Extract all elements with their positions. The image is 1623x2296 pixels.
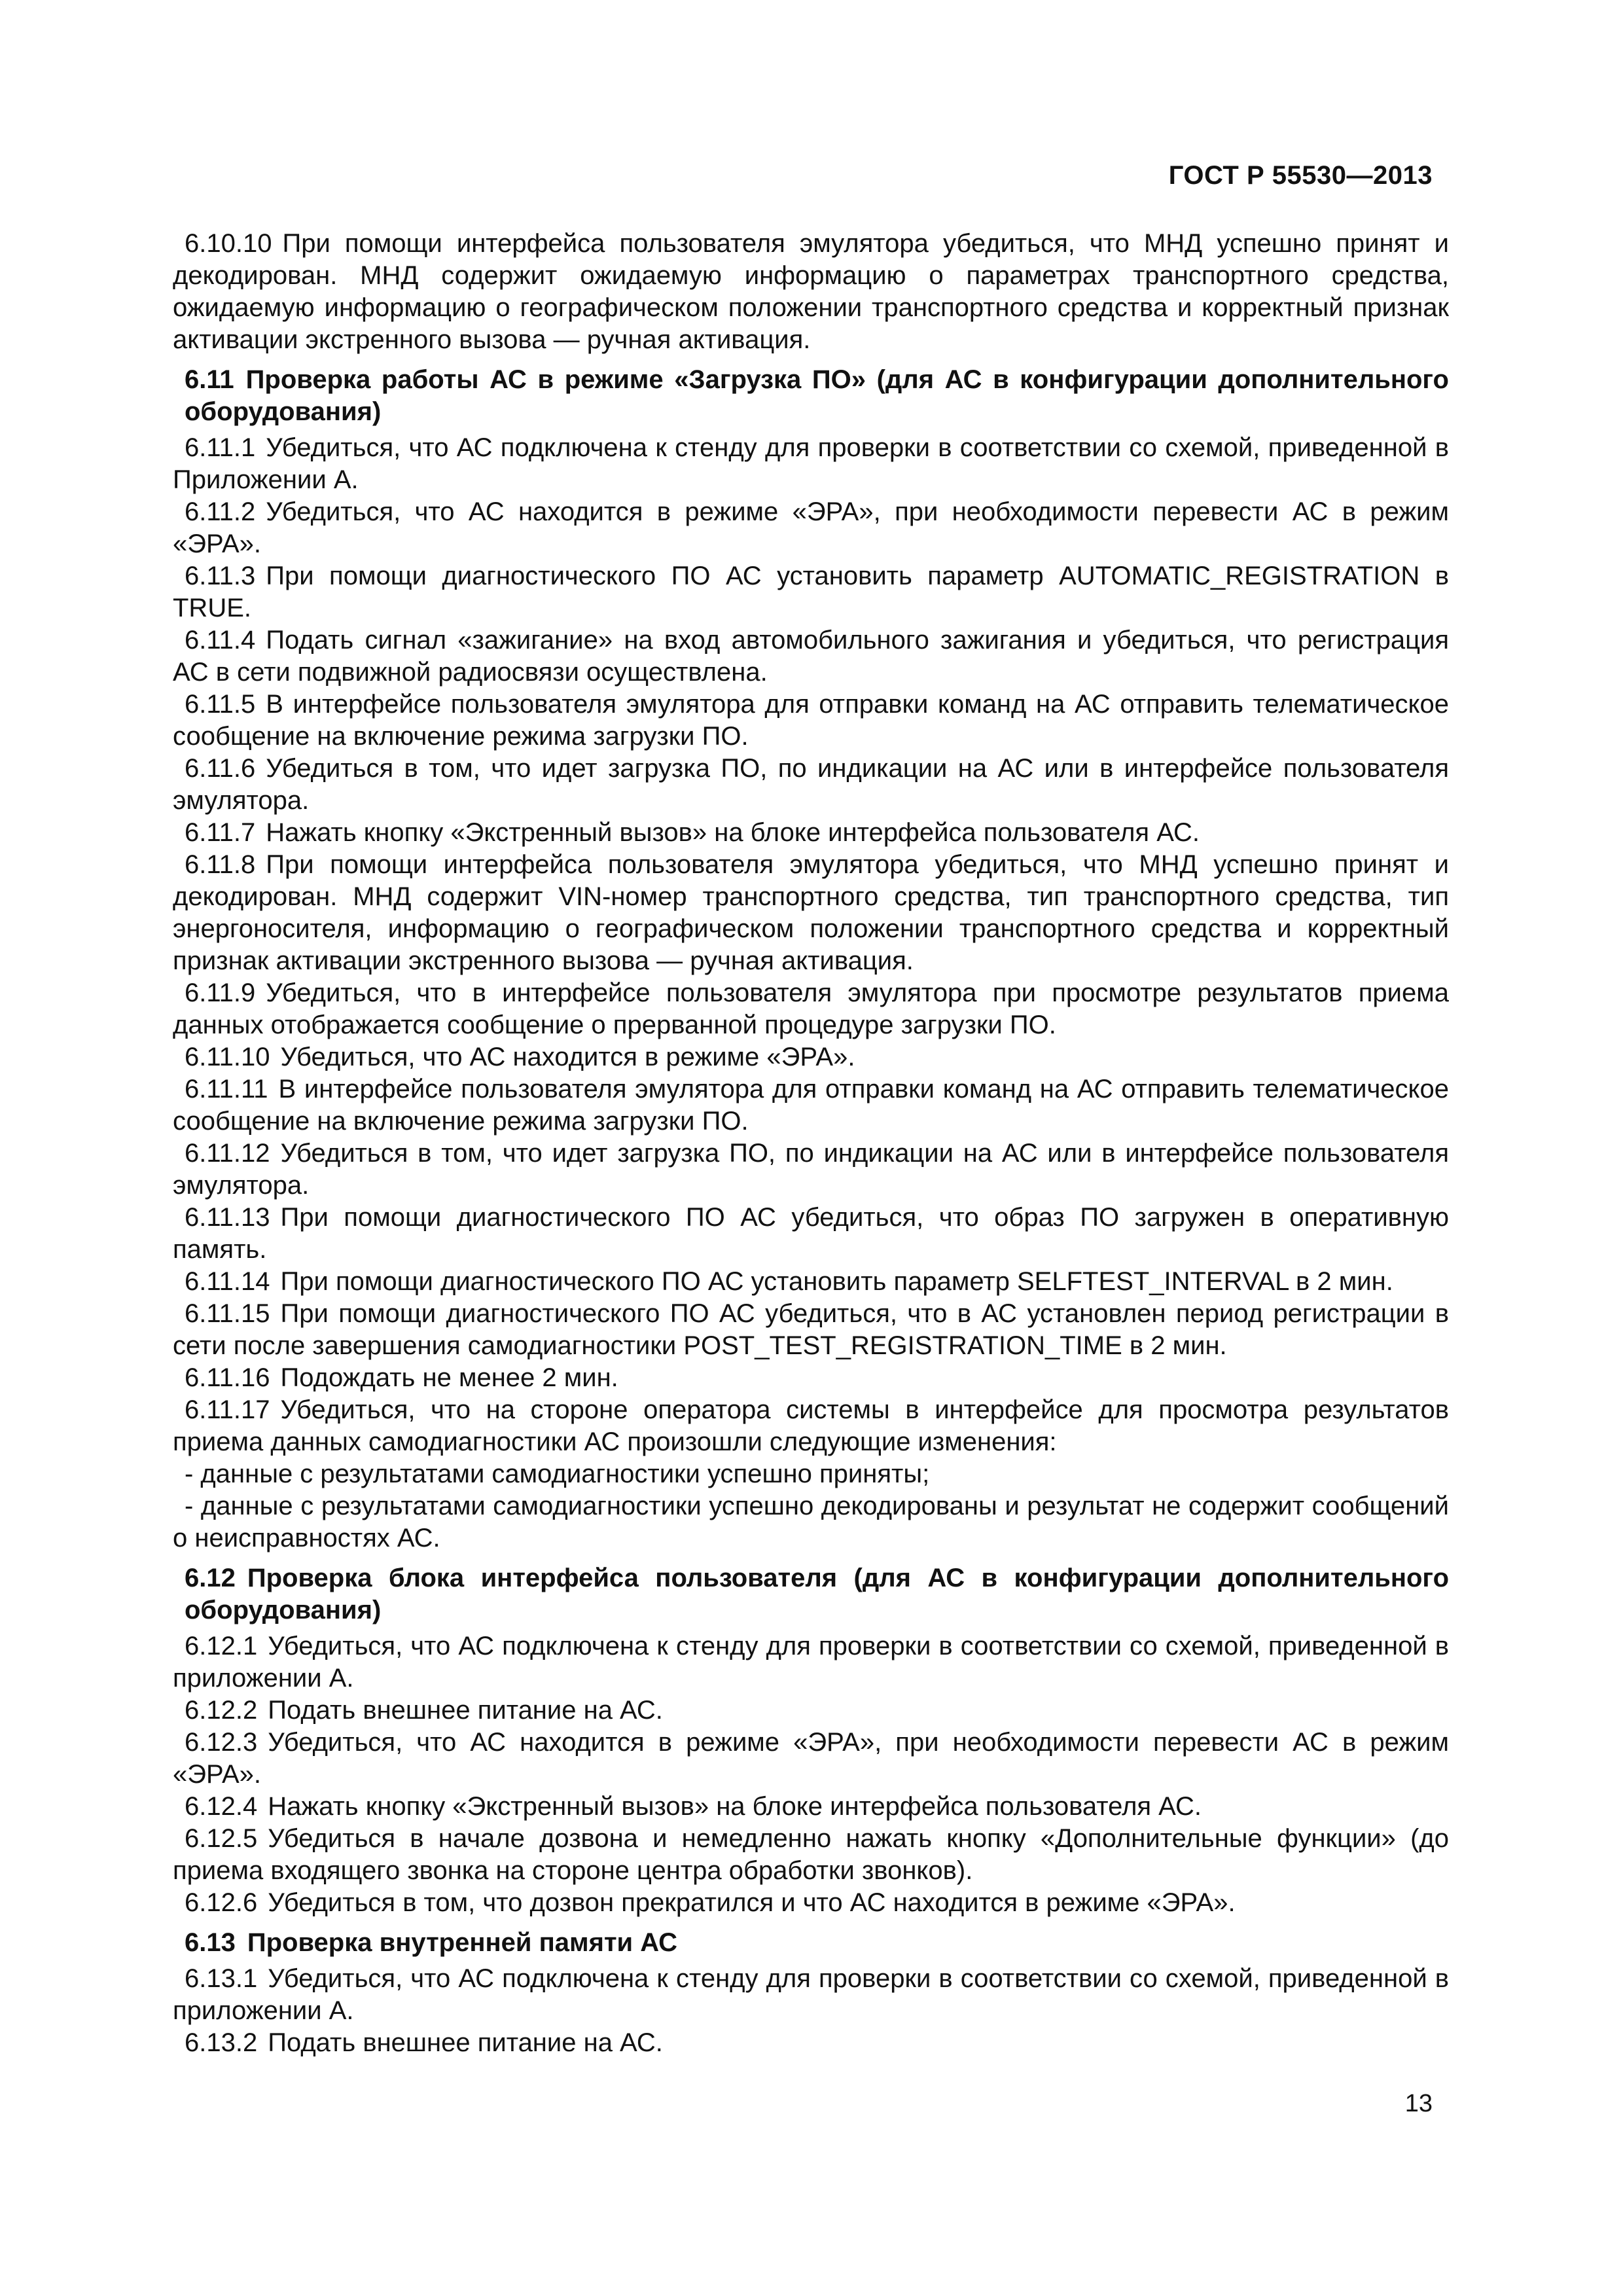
clause-number: 6.11.13 <box>185 1203 270 1232</box>
clause-number: 6.11.8 <box>185 850 256 879</box>
section-title: Проверка работы АС в режиме «Загрузка ПО» (для АС в конфигурации дополнительного оборудования) <box>185 365 1449 426</box>
clause-6-11-5 <box>173 689 1449 753</box>
clause-text: При помощи диагностического ПО АС установить параметр SELFTEST_INTERVAL в 2 мин. <box>280 1267 1393 1296</box>
clause-6-11-13 <box>173 1202 1449 1266</box>
clause-text: Убедиться, что АС находится в режиме «ЭРА». <box>280 1043 855 1071</box>
clause-text: Убедиться в том, что идет загрузка ПО, по индикации на АС или в интерфейсе пользователя эмулятора. <box>173 754 1449 815</box>
clause-6-11-1 <box>173 432 1449 496</box>
clause-text: В интерфейсе пользователя эмулятора для отправки команд на АС отправить телематическое сообщение на включение режима загрузки ПО. <box>173 690 1449 751</box>
section-heading-6-13 <box>185 1927 1449 1959</box>
section-title: Проверка блока интерфейса пользователя (для АС в конфигурации дополнительного оборудования) <box>185 1564 1449 1624</box>
clause-text: Подать внешнее питание на АС. <box>268 2028 663 2057</box>
clause-6-11-12 <box>173 1138 1449 1202</box>
clause-number: 6.11.7 <box>185 818 256 847</box>
clause-6-11-17 <box>173 1394 1449 1458</box>
clause-text: Нажать кнопку «Экстренный вызов» на блоке интерфейса пользователя АС. <box>266 818 1200 847</box>
clause-text: Убедиться, что на стороне оператора системы в интерфейсе для просмотра результатов приема данных самодиагностики АС произошли следующие изменения: <box>173 1395 1449 1456</box>
clause-text: Убедиться в начале дозвона и немедленно нажать кнопку «Дополнительные функции» (до приема входящего звонка на стороне центра обработки звонков). <box>173 1824 1449 1885</box>
list-item: - данные с результатами самодиагностики успешно декодированы и результат не содержит сообщений о неисправностях АС. <box>173 1492 1449 1552</box>
clause-6-11-9 <box>173 977 1449 1041</box>
clause-text: При помощи интерфейса пользователя эмулятора убедиться, что МНД успешно принят и декодирован. МНД содержит ожидаемую информацию о параметрах транспортного средства, ожидаемую информацию о географическом положении транспортного средства и корректный признак активации экстренного вызова — ручная активация. <box>173 229 1449 354</box>
clause-6-12-2 <box>173 1695 1449 1727</box>
clause-6-13-1 <box>173 1963 1449 2027</box>
clause-number: 6.11.3 <box>185 562 256 590</box>
clause-6-10-10 <box>173 228 1449 356</box>
clause-number: 6.11.12 <box>185 1139 270 1168</box>
section-title: Проверка внутренней памяти АС <box>247 1928 678 1957</box>
clause-6-12-4 <box>173 1791 1449 1823</box>
section-heading-6-11 <box>185 364 1449 428</box>
clause-text: Убедиться, что АС подключена к стенду для проверки в соответствии со схемой, приведенной в Приложении А. <box>173 433 1449 494</box>
page-number: 13 <box>1404 2090 1433 2117</box>
clause-6-12-6 <box>173 1887 1449 1919</box>
clause-text: Подождать не менее 2 мин. <box>280 1363 618 1392</box>
clause-text: Убедиться в том, что идет загрузка ПО, по индикации на АС или в интерфейсе пользователя эмулятора. <box>173 1139 1449 1200</box>
clause-6-11-2 <box>173 496 1449 560</box>
clause-6-11-11 <box>173 1073 1449 1138</box>
clause-text: Подать внешнее питание на АС. <box>268 1696 663 1725</box>
clause-number: 6.11.5 <box>185 690 256 719</box>
clause-text: При помощи интерфейса пользователя эмулятора убедиться, что МНД успешно принят и декодирован. МНД содержит VIN-номер транспортного средства, тип транспортного средства, тип энергоносителя, информацию о географическом положении транспортного средства и корректный признак активации экстренного вызова — ручная активация. <box>173 850 1449 975</box>
clause-number: 6.12.1 <box>185 1632 258 1660</box>
clause-text: При помощи диагностического ПО АС установить параметр AUTOMATIC_REGISTRATION в TRUE. <box>173 562 1449 622</box>
clause-number: 6.11.14 <box>185 1267 270 1296</box>
clause-number: 6.11.17 <box>185 1395 270 1424</box>
document-header: ГОСТ Р 55530—2013 <box>1168 161 1433 190</box>
clause-number: 6.11.6 <box>185 754 256 783</box>
clause-number: 6.12.3 <box>185 1728 258 1757</box>
clause-number: 6.12.6 <box>185 1888 258 1917</box>
clause-6-11-15 <box>173 1298 1449 1362</box>
list-item: - данные с результатами самодиагностики успешно приняты; <box>185 1460 930 1488</box>
clause-6-11-8 <box>173 849 1449 977</box>
clause-text: Убедиться, что АС находится в режиме «ЭРА», при необходимости перевести АС в режим «ЭРА». <box>173 497 1449 558</box>
section-number: 6.13 <box>185 1928 236 1957</box>
clause-text: При помощи диагностического ПО АС убедиться, что образ ПО загружен в оперативную память. <box>173 1203 1449 1264</box>
clause-number: 6.10.10 <box>185 229 272 258</box>
clause-number: 6.12.4 <box>185 1792 258 1821</box>
clause-text: Нажать кнопку «Экстренный вызов» на блоке интерфейса пользователя АС. <box>268 1792 1202 1821</box>
section-heading-6-12 <box>185 1562 1449 1626</box>
clause-number: 6.11.16 <box>185 1363 270 1392</box>
clause-text: Убедиться, что в интерфейсе пользователя эмулятора при просмотре результатов приема данных отображается сообщение о прерванной процедуре загрузки ПО. <box>173 978 1449 1039</box>
clause-6-13-2 <box>173 2027 1449 2059</box>
document-body <box>173 228 1449 2059</box>
clause-number: 6.11.10 <box>185 1043 270 1071</box>
section-number: 6.12 <box>185 1564 236 1592</box>
clause-6-12-1 <box>173 1630 1449 1695</box>
clause-text: В интерфейсе пользователя эмулятора для отправки команд на АС отправить телематическое сообщение на включение режима загрузки ПО. <box>173 1075 1449 1136</box>
clause-number: 6.13.2 <box>185 2028 258 2057</box>
clause-6-12-3 <box>173 1727 1449 1791</box>
clause-6-12-5 <box>173 1823 1449 1887</box>
clause-text: Убедиться, что АС находится в режиме «ЭРА», при необходимости перевести АС в режим «ЭРА». <box>173 1728 1449 1789</box>
clause-6-11-7 <box>173 817 1449 849</box>
clause-number: 6.11.9 <box>185 978 256 1007</box>
clause-text: Убедиться, что АС подключена к стенду для проверки в соответствии со схемой, приведенной в приложении А. <box>173 1964 1449 2025</box>
clause-6-11-14 <box>173 1266 1449 1298</box>
clause-text: При помощи диагностического ПО АС убедиться, что в АС установлен период регистрации в сети после завершения самодиагностики POST_TEST_REGISTRATION_TIME в 2 мин. <box>173 1299 1449 1360</box>
section-number: 6.11 <box>185 365 234 394</box>
clause-number: 6.11.4 <box>185 626 256 655</box>
clause-number: 6.13.1 <box>185 1964 258 1993</box>
clause-number: 6.11.2 <box>185 497 256 526</box>
clause-number: 6.11.15 <box>185 1299 270 1328</box>
clause-6-11-10 <box>173 1041 1449 1073</box>
clause-text: Подать сигнал «зажигание» на вход автомобильного зажигания и убедиться, что регистрация АС в сети подвижной радиосвязи осуществлена. <box>173 626 1449 687</box>
clause-number: 6.11.11 <box>185 1075 268 1103</box>
clause-number: 6.12.2 <box>185 1696 258 1725</box>
clause-number: 6.12.5 <box>185 1824 258 1853</box>
clause-text: Убедиться в том, что дозвон прекратился и что АС находится в режиме «ЭРА». <box>268 1888 1236 1917</box>
clause-6-11-6 <box>173 753 1449 817</box>
clause-6-11-4 <box>173 624 1449 689</box>
clause-6-11-16 <box>173 1362 1449 1394</box>
clause-number: 6.11.1 <box>185 433 256 462</box>
clause-6-11-3 <box>173 560 1449 624</box>
clause-text: Убедиться, что АС подключена к стенду для проверки в соответствии со схемой, приведенной в приложении А. <box>173 1632 1449 1693</box>
